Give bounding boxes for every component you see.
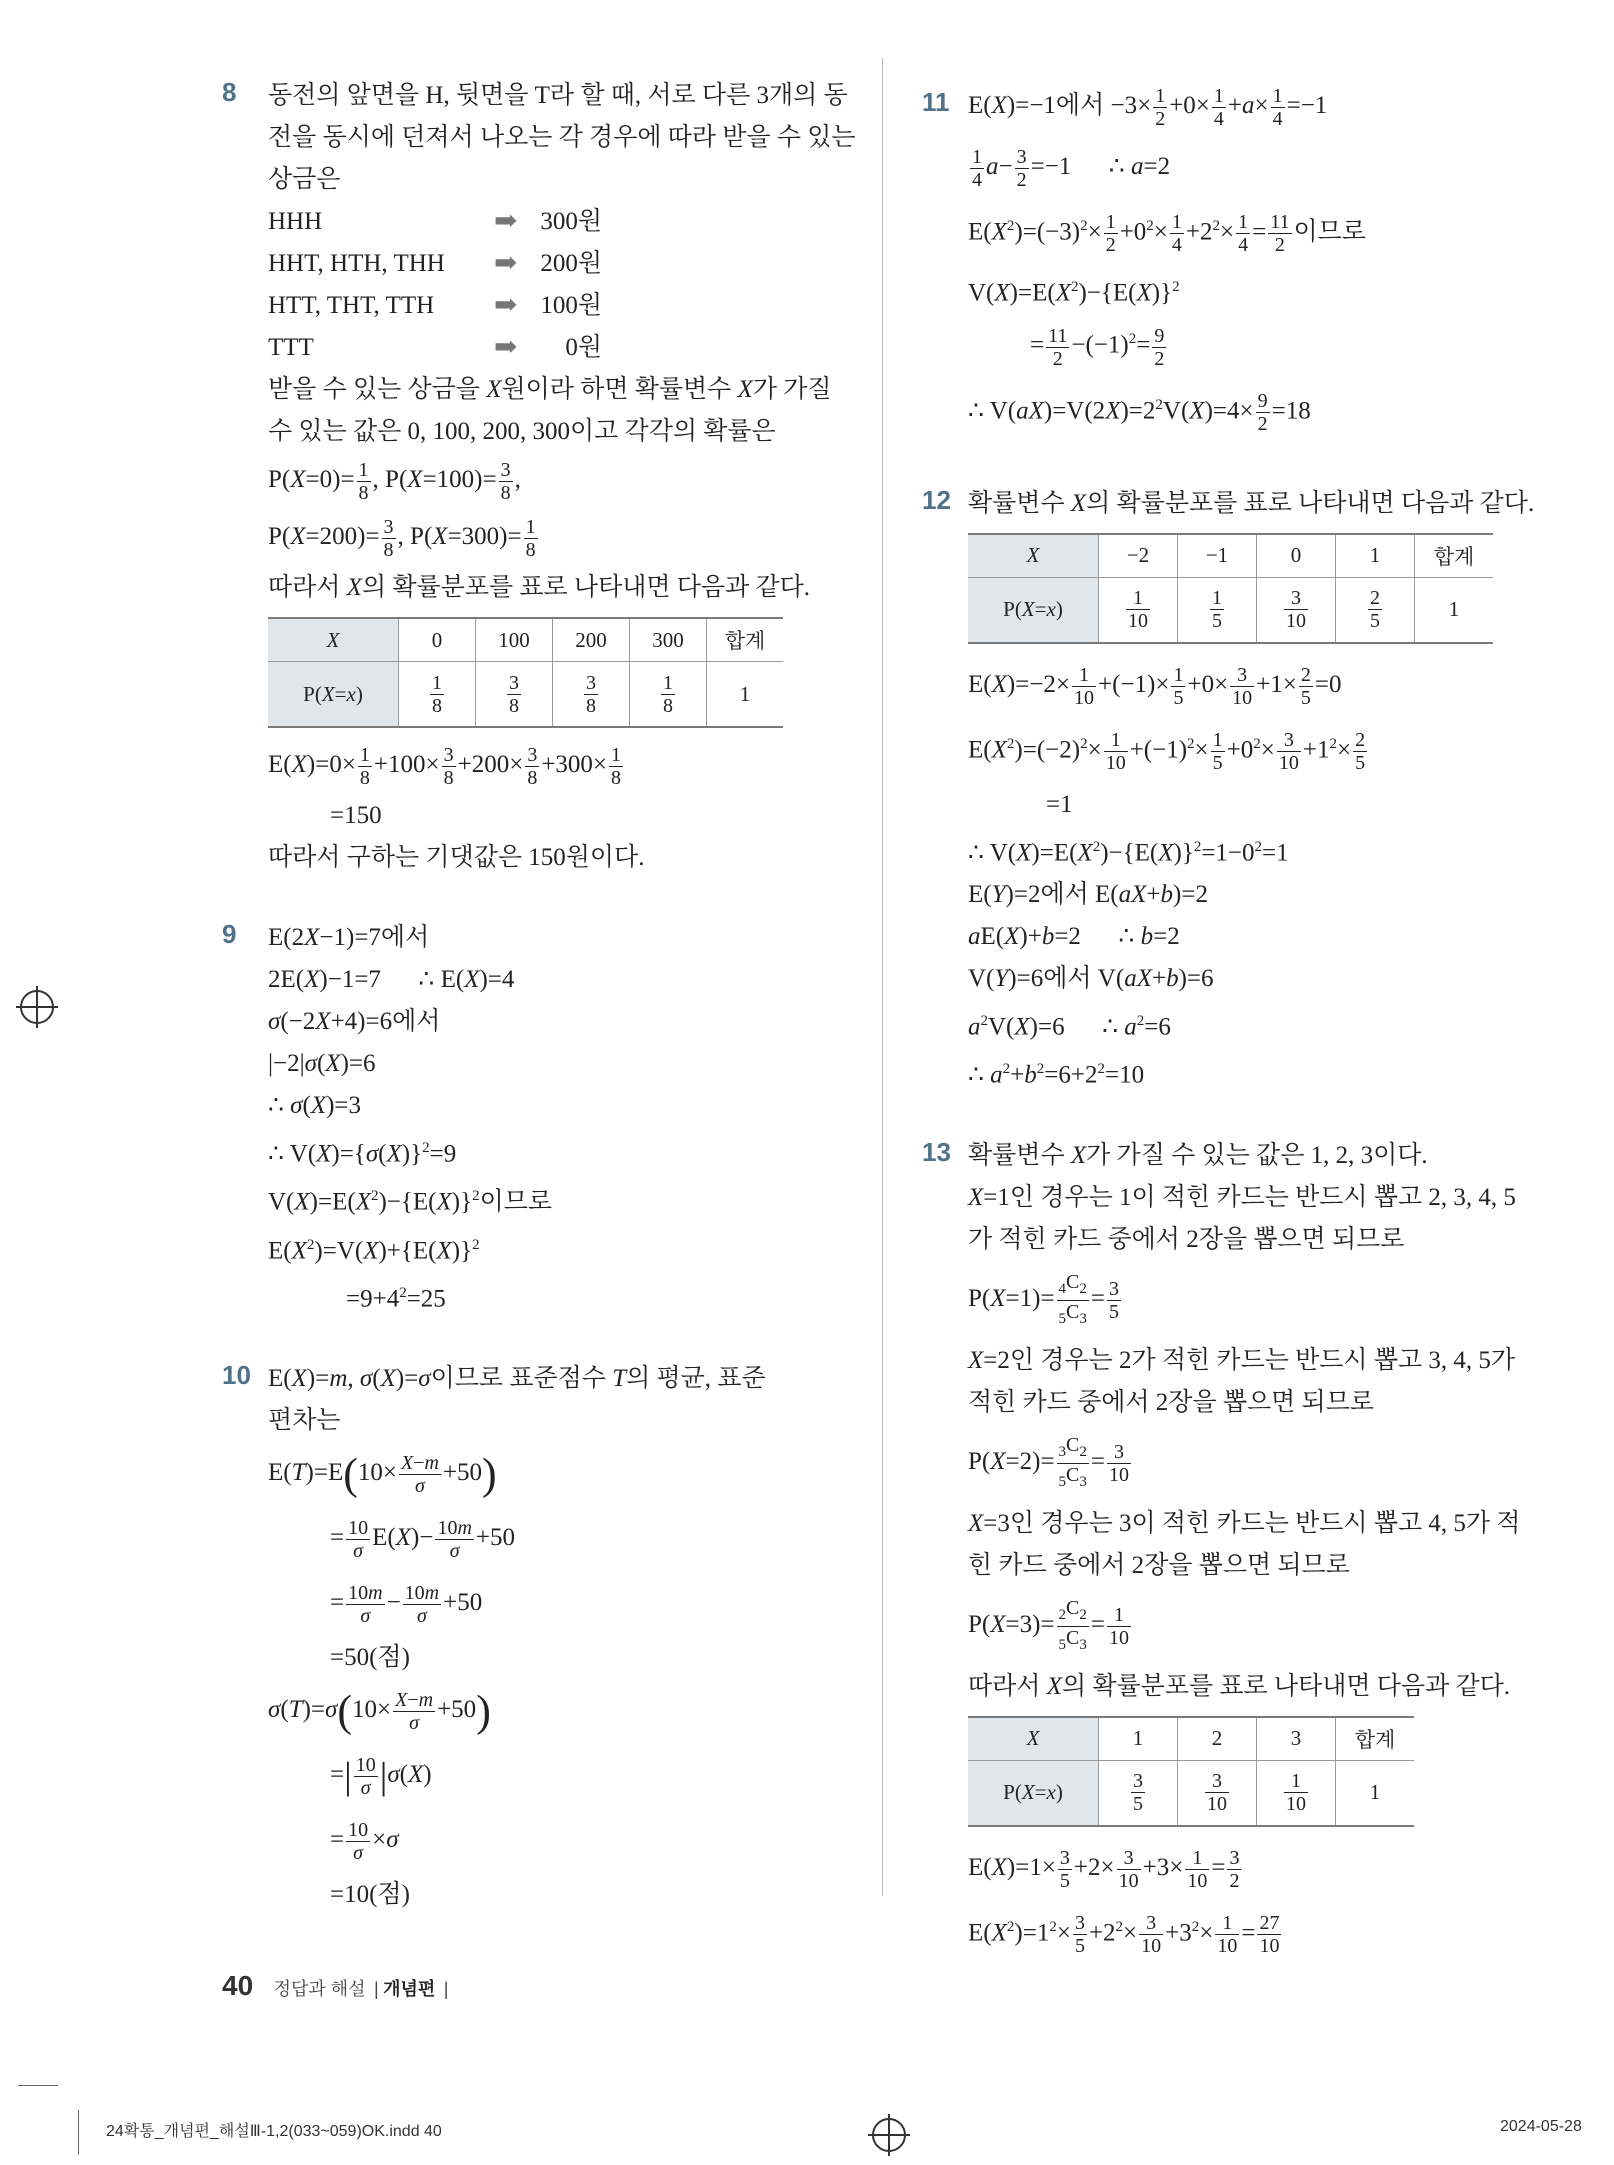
table-cell: 0	[1257, 534, 1336, 578]
text-line: 수 있는 값은 0, 100, 200, 300이고 각각의 확률은	[268, 418, 776, 445]
equation: E(X)=0× $\frac{1}{8}$ +100× $\frac{3}{8}$ +200× $\frac{3}{8}$ +300× $\frac{1}{8}$	[268, 744, 622, 789]
table-cell: 1	[1099, 1717, 1178, 1761]
text-line: 확률변수 X가 가질 수 있는 값은 1, 2, 3이다.	[968, 1141, 1428, 1169]
table-cell: 0	[399, 618, 476, 662]
column-divider	[882, 58, 883, 1896]
equation: ∴ $V(aX)=V(2X)=2^2V(X)=4\times$ $\frac{9}{2}$ =18	[968, 389, 1311, 435]
table-cell: $\frac{1}{5}$	[1178, 577, 1257, 643]
coin-combo: TTT	[268, 334, 314, 361]
text-line: 힌 카드 중에서 2장을 뽑으면 되므로	[968, 1551, 1350, 1579]
table-cell: $\frac{1}{8}$	[399, 662, 476, 728]
registration-mark-icon	[872, 2118, 906, 2152]
table-header-prob: P(X=x)	[968, 1760, 1099, 1826]
text-line: 따라서 구하는 기댓값은 150원이다.	[268, 844, 645, 871]
equation: P(X=2)= $\frac{_3C_2}{_5C_3}$ = $\frac{3}{10}$	[968, 1433, 1129, 1490]
table-header-prob: P(X=x)	[968, 577, 1099, 643]
text-line: 가 적힌 카드 중에서 2장을 뽑으면 되므로	[968, 1225, 1405, 1253]
table-cell: 1	[1415, 577, 1494, 643]
text-line: 적힌 카드 중에서 2장을 뽑으면 되므로	[968, 1388, 1375, 1416]
equation: P(X=200)= $\frac{3}{8}$ , P(X=300)= $\frac{1}{8}$	[268, 516, 536, 561]
equation: =1	[1046, 790, 1073, 818]
equation: =50(점)	[330, 1644, 410, 1672]
text-line: 편차는	[268, 1407, 341, 1435]
equation: E(X)=−1에서 −3× $\frac{1}{2}$ +0× $\frac{1}{4}$ +a× $\frac{1}{4}$ =−1	[968, 85, 1328, 130]
text-line: 따라서 X의 확률분포를 표로 나타내면 다음과 같다.	[268, 574, 811, 601]
distribution-table	[268, 617, 783, 728]
problem-number: 11	[922, 87, 950, 117]
table-cell: 100	[476, 618, 553, 662]
text-line: 따라서 X의 확률분포를 표로 나타내면 다음과 같다.	[968, 1672, 1511, 1700]
prize-case	[268, 201, 852, 243]
text-line: 받을 수 있는 상금을 X원이라 하면 확률변수 X가 가질	[268, 376, 832, 403]
distribution-table	[968, 533, 1493, 644]
problem-8	[222, 75, 856, 879]
equation: P(X=1)= $\frac{_4C_2}{_5C_3}$ = $\frac{3}{5}$	[968, 1270, 1119, 1327]
equation: E(T)=E(10× $\frac{X-m}{\sigma}$ +50)	[268, 1449, 497, 1499]
equation: |−2|σ(X)=6	[268, 1050, 376, 1077]
table-cell: $\frac{3}{8}$	[476, 662, 553, 728]
crop-mark	[18, 2085, 58, 2086]
table-cell: 1	[1336, 534, 1415, 578]
text-line: X=1인 경우는 1이 적힌 카드는 반드시 뽑고 2, 3, 4, 5	[968, 1183, 1516, 1211]
text-line: 상금은	[268, 166, 341, 193]
table-cell: $\frac{3}{10}$	[1178, 1760, 1257, 1826]
file-slug: 24확통_개념편_해설Ⅲ-1,2(033~059)OK.indd 40	[106, 2123, 442, 2140]
problem-number: 8	[222, 77, 237, 107]
table-cell: $\frac{1}{10}$	[1099, 577, 1178, 643]
table-cell: 2	[1178, 1717, 1257, 1761]
table-cell: 합계	[707, 618, 784, 662]
equation: E(X)=−2× $\frac{1}{10}$ +(−1)× $\frac{1}{5}$ +0× $\frac{3}{10}$ +1× $\frac{2}{5}$ =0	[968, 663, 1342, 709]
arrow-right-icon: ➡	[494, 206, 518, 237]
problem-9	[222, 917, 852, 1320]
prize-case	[268, 285, 852, 327]
prize-case	[268, 327, 852, 369]
problem-10	[222, 1358, 852, 1916]
table-cell: $\frac{2}{5}$	[1336, 577, 1415, 643]
equation: V(Y)=6에서 V(aX+b)=6	[968, 965, 1214, 993]
equation: ∴ $V(X)=\{\sigma(X)\}^2=9$	[268, 1140, 457, 1168]
equation: =10(점)	[330, 1881, 410, 1909]
right-column	[922, 75, 1552, 2005]
table-header-x: X	[968, 534, 1099, 578]
equation: 2E(X)−1=7 ∴ E(X)=4	[268, 966, 515, 993]
equation: E(2X−1)=7에서	[268, 924, 430, 951]
print-date: 2024-05-28	[1500, 2118, 1582, 2135]
left-column	[222, 75, 856, 1954]
text-line: X=2인 경우는 2가 적힌 카드는 반드시 뽑고 3, 4, 5가	[968, 1346, 1516, 1374]
equation: E(X)=1× $\frac{3}{5}$ +2× $\frac{3}{10}$ +3× $\frac{1}{10}$ = $\frac{3}{2}$	[968, 1846, 1240, 1892]
text-line: E(X)=m, σ(X)=σ이므로 표준점수 T의 평균, 표준	[268, 1365, 766, 1393]
table-cell: $\frac{3}{10}$	[1257, 577, 1336, 643]
equation: = $\frac{11}{2}$ $-(-1)^2=$ $\frac{9}{2}$	[1030, 324, 1165, 370]
table-cell: 3	[1257, 1717, 1336, 1761]
table-cell: 1	[1336, 1760, 1415, 1826]
arrow-right-icon: ➡	[494, 332, 518, 363]
equation: ∴ $a^2+b^2=6+2^2=10$	[968, 1061, 1145, 1089]
footer-label: 정답과 해설	[273, 1979, 366, 1999]
prize-value: 300원	[540, 208, 602, 235]
text-line: 동전의 앞면을 H, 뒷면을 T라 할 때, 서로 다른 3개의 동	[268, 82, 848, 109]
problem-11	[922, 75, 1552, 445]
equation: P(X=3)= $\frac{_2C_2}{_5C_3}$ = $\frac{1}{10}$	[968, 1596, 1129, 1653]
problem-number: 12	[922, 484, 951, 515]
page-number: 40	[222, 1970, 254, 2001]
equation: $E(X^2)=(-3)^2\times$ $\frac{1}{2}$ $+0^2\times$ $\frac{1}{4}$ $+2^2\times$ $\frac{1}{4}$ = $\frac{11}{2}$ 이므로	[968, 211, 1366, 257]
prize-case	[268, 243, 852, 285]
equation: $a^2V(X)=6$ ∴ $a^2=6$	[968, 1013, 1171, 1041]
table-cell: −1	[1178, 534, 1257, 578]
equation: $E(X^2)=(-2)^2\times$ $\frac{1}{10}$ $+(-1)^2\times$ $\frac{1}{5}$ $+0^2\times$ $\frac{3}{10}$ $+1^2\times$ $\frac{2}{5}$	[968, 728, 1366, 774]
equation: $E(X^2)=1^2\times$ $\frac{3}{5}$ $+2^2\times$ $\frac{3}{10}$ $+3^2\times$ $\frac{1}{10}$ = $\frac{27}{10}$	[968, 1911, 1280, 1957]
equation: = $\frac{10}{\sigma}$ E(X)− $\frac{10m}{\sigma}$ +50	[330, 1517, 515, 1563]
table-cell: 합계	[1336, 1717, 1415, 1761]
equation: =150	[330, 802, 382, 829]
equation: aE(X)+b=2 ∴ b=2	[968, 923, 1180, 951]
registration-mark-icon	[20, 990, 54, 1024]
equation: ∴ σ(X)=3	[268, 1092, 362, 1119]
text-line: 전을 동시에 던져서 나오는 각 경우에 따라 받을 수 있는	[268, 124, 856, 151]
table-cell: $\frac{1}{8}$	[630, 662, 707, 728]
arrow-right-icon: ➡	[494, 290, 518, 321]
table-cell: $\frac{1}{10}$	[1257, 1760, 1336, 1826]
arrow-right-icon: ➡	[494, 248, 518, 279]
equation: $=9+4^2=25$	[346, 1284, 446, 1313]
equation: = $\frac{10}{\sigma}$ ×σ	[330, 1819, 399, 1865]
equation: =| $\frac{10}{\sigma}$ |σ(X)	[330, 1754, 432, 1800]
equation: $\frac{1}{4}$ a− $\frac{3}{2}$ =−1 ∴ a=2	[972, 146, 1171, 191]
equation: E(Y)=2에서 E(aX+b)=2	[968, 881, 1208, 909]
text-line: 확률변수 X의 확률분포를 표로 나타내면 다음과 같다.	[968, 489, 1535, 517]
table-cell: 합계	[1415, 534, 1494, 578]
equation: = $\frac{10m}{\sigma}$ − $\frac{10m}{\sigma}$ +50	[330, 1582, 483, 1628]
equation: ∴ $V(X)=E(X^2)-\{E(X)\}^2=1-0^2=1$	[968, 838, 1289, 867]
table-cell: 200	[553, 618, 630, 662]
problem-13	[922, 1135, 1552, 1967]
table-cell: 300	[630, 618, 707, 662]
table-cell: −2	[1099, 534, 1178, 578]
problem-number: 10	[222, 1360, 251, 1391]
text-line: X=3인 경우는 3이 적힌 카드는 반드시 뽑고 4, 5가 적	[968, 1509, 1521, 1537]
problem-12	[922, 483, 1552, 1097]
prize-value: 100원	[540, 292, 602, 319]
table-header-prob: P(X=x)	[268, 662, 399, 728]
prize-value: 200원	[540, 250, 602, 277]
table-cell: $\frac{3}{8}$	[553, 662, 630, 728]
coin-combo: HHT, HTH, THH	[268, 250, 445, 277]
prize-value: 0원	[565, 334, 602, 361]
equation: $V(X)=E(X^2)-\{E(X)\}^2$	[968, 279, 1180, 307]
footer-section: 개념편	[383, 1979, 436, 1999]
equation: σ(−2X+4)=6에서	[268, 1008, 441, 1035]
equation: P(X=0)= $\frac{1}{8}$ , P(X=100)= $\frac{3}{8}$ ,	[268, 459, 521, 504]
equation: $V(X)=E(X^2)-\{E(X)\}^2$이므로	[268, 1188, 553, 1216]
table-header-x: X	[968, 1717, 1099, 1761]
crop-mark	[78, 2110, 79, 2155]
problem-number: 9	[222, 919, 237, 949]
coin-combo: HHH	[268, 208, 323, 235]
table-header-x: X	[268, 618, 399, 662]
equation: $E(X^2)=V(X)+\{E(X)\}^2$	[268, 1236, 480, 1264]
table-cell: $\frac{3}{5}$	[1099, 1760, 1178, 1826]
coin-combo: HTT, THT, TTH	[268, 292, 435, 319]
problem-number: 13	[922, 1136, 951, 1167]
table-cell: 1	[707, 662, 784, 728]
page-footer: 40 정답과 해설 | 개념편 |	[222, 1970, 449, 2001]
distribution-table	[968, 1716, 1414, 1827]
equation: σ(T)=σ(10× $\frac{X-m}{\sigma}$ +50)	[268, 1686, 491, 1736]
